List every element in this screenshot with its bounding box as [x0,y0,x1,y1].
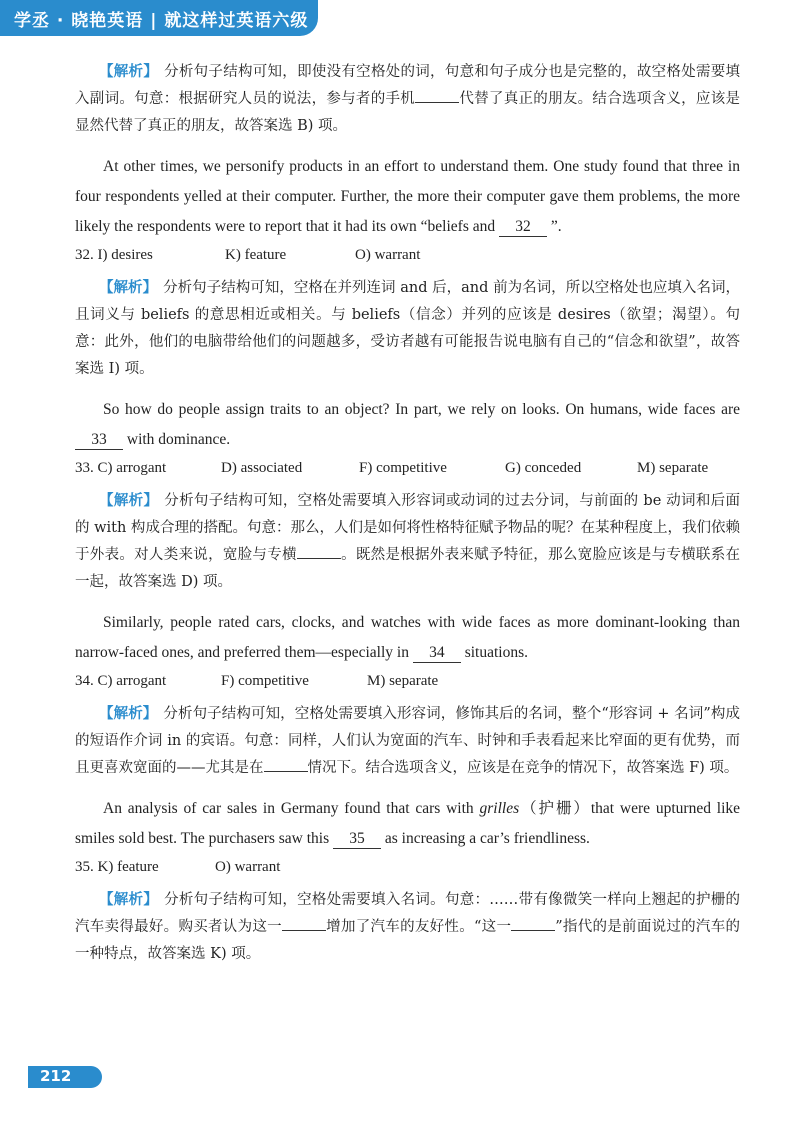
blank-line [415,88,459,103]
analysis-text: 分析句子结构可知，空格处需要填入形容词或动词的过去分词，与前面的 be 动词和后面的 with 构成合理的搭配。句意：那么，人们是如何将性格特征赋予物品的呢？在某种程度上，我们依赖于外表。对人类来说，宽脸与专横 [75,493,741,563]
option-item: D) associated [221,460,303,476]
passage-paragraph-33 [75,395,740,455]
analysis-34 [75,700,740,782]
passage-text: as increasing a car’s friendliness. [384,830,590,847]
option-item: K) feature [225,247,287,263]
analysis-text: 分析句子结构可知，空格处需要填入名词。句意：……带有像微笑一样向上翘起的护栅的汽车卖得最好。购买者认为这一 [75,892,740,935]
passage-text: Similarly, people rated cars, clocks, and watches with wide faces as more dominant-looking than narrow-faced ones, and preferred them—especially in [75,614,740,661]
option-item: O) warrant [215,859,281,875]
analysis-text: 情况下。结合选项含义，应该是在竞争的情况下，故答案选 F) 项。 [307,760,739,776]
blank-line [511,916,555,931]
analysis-tag: 【解析】 [99,279,158,296]
blank-line [264,757,308,772]
analysis-35 [75,886,740,968]
blank-32: 32 [499,218,547,237]
blank-33: 33 [75,431,123,450]
passage-paragraph-34 [75,608,740,668]
analysis-tag: 【解析】 [99,705,158,722]
option-item: 35. K) feature [75,859,159,875]
options-33 [75,455,740,481]
option-item: 32. I) desires [75,247,153,263]
analysis-32 [75,274,740,383]
option-item: F) competitive [359,460,447,476]
option-item: 34. C) arrogant [75,673,167,689]
analysis-tag: 【解析】 [99,891,159,908]
option-item: O) warrant [355,247,421,263]
passage-paragraph-32 [75,152,740,242]
passage-text: ”. [550,218,562,235]
blank-line [297,544,341,559]
analysis-text: ”指代的是前面说过的汽车的一种特点，故答案选 K) 项。 [75,919,740,962]
analysis-text: 分析句子结构可知，空格处需要填入形容词，修饰其后的名词，整个“形容词 + 名词”构成的短语作介词 in 的宾语。句意：同样，人们认为宽面的汽车、时钟和手表看起来比窄面的更有优势，而且更喜欢宽面的——尤其是在 [75,706,740,776]
option-item: 33. C) arrogant [75,460,167,476]
options-32 [75,242,740,268]
page-content [75,58,740,968]
options-35 [75,854,740,880]
blank-35: 35 [333,830,381,849]
analysis-text: 代替了真正的朋友。结合选项含义，应该是显然代替了真正的朋友，故答案选 B) 项。 [75,91,741,134]
options-34 [75,668,740,694]
blank-34: 34 [413,644,461,663]
passage-text: situations. [464,644,529,661]
analysis-text: 。既然是根据外表来赋予特征，那么宽脸应该是与专横联系在一起，故答案选 D) 项。 [75,547,741,590]
analysis-text: 分析句子结构可知，即使没有空格处的词，句意和句子成分也是完整的，故空格处需要填入副词。句意：根据研究人员的说法，参与者的手机 [75,64,741,107]
option-item: M) separate [367,673,439,689]
analysis-text: 分析句子结构可知，空格在并列连词 and 后，and 前为名词，所以空格处也应填入名词，且词义与 beliefs 的意思相近或相关。与 beliefs（信念）并列的应该是 desires（欲望；渴望）。句意：此外，他们的电脑带给他们的问题越多，受访者越有可能报告说电脑有自己的“信念和欲望”，故答案选 I) 项。 [75,280,741,377]
passage-paragraph-35 [75,794,740,854]
passage-text: （护栅）that were upturned like smiles sold best. The purchasers saw this [75,800,741,847]
passage-italic-term: grilles [479,800,520,817]
analysis-33 [75,487,740,596]
blank-line [282,916,326,931]
passage-text: At other times, we personify products in an effort to understand them. One study found that three in four respondents yelled at their computer. Further, the more their computer gave them problems, the more likely the respondents were to report that it had its own “beliefs and [75,158,740,235]
analysis-text: 增加了汽车的友好性。“这一 [325,919,512,935]
passage-text: An analysis of car sales in Germany found that cars with [103,800,474,817]
passage-text: with dominance. [126,431,231,448]
analysis-31 [75,58,740,140]
analysis-tag: 【解析】 [99,492,159,509]
analysis-tag: 【解析】 [99,63,159,80]
book-title: 学丞 · 晓艳英语 | 就这样过英语六级 [14,11,309,31]
option-item: F) competitive [221,673,309,689]
page-number: 212 [40,1067,72,1085]
option-item: G) conceded [505,460,582,476]
option-item: M) separate [637,460,709,476]
passage-text: So how do people assign traits to an object? In part, we rely on looks. On humans, wide faces are [103,401,740,418]
